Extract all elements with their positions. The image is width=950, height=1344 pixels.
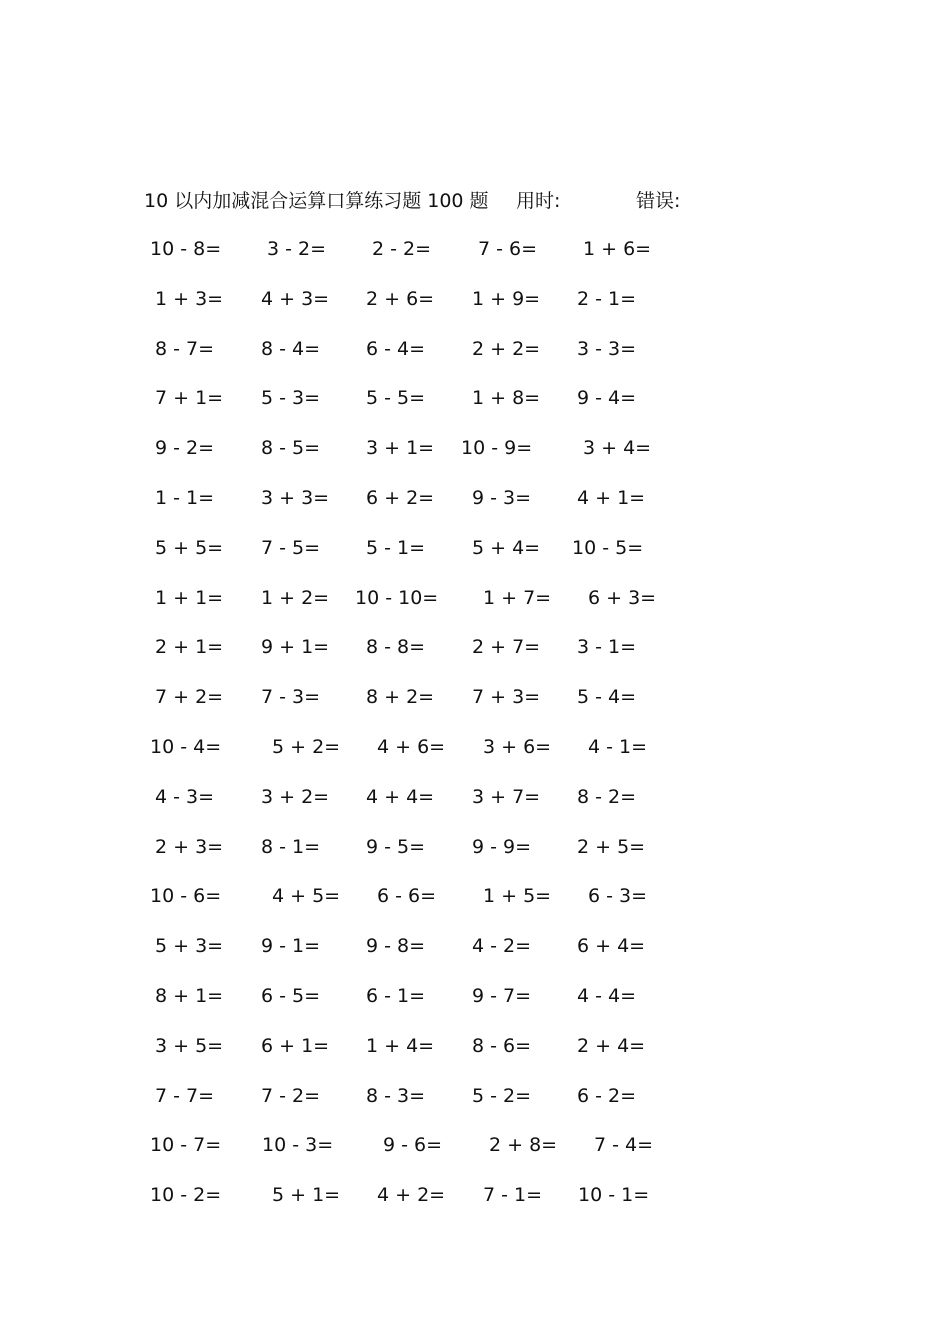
problem-item: 10 - 8= [150, 238, 222, 260]
problem-item: 5 + 5= [155, 536, 224, 559]
problem-item: 5 - 3= [261, 387, 321, 410]
problem-item: 3 + 4= [583, 437, 652, 460]
problem-item: 3 - 3= [577, 337, 637, 360]
problem-item: 7 - 2= [261, 1084, 321, 1107]
problem-row [0, 682, 950, 712]
problem-row [0, 234, 950, 264]
problem-item: 4 - 4= [577, 985, 637, 1007]
problem-item: 4 + 3= [261, 287, 330, 310]
problem-item: 7 - 5= [261, 536, 321, 559]
problem-item: 5 + 3= [155, 935, 224, 958]
problem-item: 6 + 4= [577, 935, 646, 958]
problem-item: 2 - 1= [577, 287, 637, 310]
problem-item: 1 + 9= [472, 287, 541, 310]
problem-item: 7 + 1= [155, 387, 224, 410]
problem-item: 5 - 4= [577, 686, 637, 709]
problem-row [0, 1180, 950, 1210]
problem-item: 5 - 5= [366, 387, 426, 410]
problem-item: 10 - 2= [150, 1184, 222, 1207]
problem-item: 1 + 6= [583, 238, 652, 260]
problem-item: 10 - 7= [150, 1134, 222, 1157]
problem-item: 6 + 2= [366, 487, 435, 509]
problem-item: 9 - 8= [366, 935, 426, 958]
problem-item: 9 - 2= [155, 437, 215, 460]
problem-item: 8 - 5= [261, 437, 321, 460]
problem-row [0, 433, 950, 463]
problem-item: 1 + 1= [155, 586, 224, 609]
problem-item: 6 + 3= [588, 586, 657, 609]
problem-item: 10 - 10= [355, 586, 439, 609]
problem-item: 2 + 4= [577, 1034, 646, 1057]
problem-item: 10 - 5= [572, 536, 644, 559]
problem-row [0, 334, 950, 364]
problem-item: 3 + 7= [472, 785, 541, 808]
problem-item: 2 + 6= [366, 287, 435, 310]
problem-item: 10 - 6= [150, 885, 222, 908]
problem-item: 5 + 2= [272, 736, 341, 758]
problem-item: 2 + 3= [155, 835, 224, 858]
problem-item: 4 + 6= [377, 736, 446, 758]
problem-item: 9 - 3= [472, 487, 532, 509]
problem-item: 2 + 7= [472, 636, 541, 659]
problem-item: 1 + 8= [472, 387, 541, 410]
problem-row [0, 632, 950, 662]
problem-row [0, 483, 950, 513]
problem-item: 8 - 2= [577, 785, 637, 808]
problem-item: 5 + 4= [472, 536, 541, 559]
problem-row [0, 782, 950, 812]
problem-row [0, 981, 950, 1011]
problem-item: 7 + 2= [155, 686, 224, 709]
problem-row [0, 583, 950, 613]
problem-item: 2 - 2= [372, 238, 432, 260]
problem-item: 9 + 1= [261, 636, 330, 659]
problem-item: 7 - 6= [478, 238, 538, 260]
problem-item: 10 - 4= [150, 736, 222, 758]
problem-item: 4 + 4= [366, 785, 435, 808]
problem-item: 6 - 3= [588, 885, 648, 908]
problem-item: 4 + 1= [577, 487, 646, 509]
problem-item: 9 - 4= [577, 387, 637, 410]
problem-item: 9 - 6= [383, 1134, 443, 1157]
problem-item: 2 + 2= [472, 337, 541, 360]
problem-item: 6 - 5= [261, 985, 321, 1007]
problem-item: 10 - 1= [578, 1184, 650, 1207]
problem-item: 3 + 6= [483, 736, 552, 758]
error-count-label: 错误: [636, 190, 681, 212]
problem-row [0, 832, 950, 862]
problem-item: 6 + 1= [261, 1034, 330, 1057]
problem-item: 5 - 1= [366, 536, 426, 559]
problem-item: 3 + 3= [261, 487, 330, 509]
problem-item: 1 + 7= [483, 586, 552, 609]
problem-item: 8 + 1= [155, 985, 224, 1007]
problem-item: 10 - 9= [461, 437, 533, 460]
problem-row [0, 931, 950, 961]
time-used-label: 用时: [516, 190, 561, 212]
problem-item: 7 + 3= [472, 686, 541, 709]
problem-item: 6 - 2= [577, 1084, 637, 1107]
problem-item: 6 - 4= [366, 337, 426, 360]
problem-item: 9 - 7= [472, 985, 532, 1007]
problem-item: 8 - 1= [261, 835, 321, 858]
problem-item: 1 + 5= [483, 885, 552, 908]
problem-item: 3 - 2= [267, 238, 327, 260]
problem-item: 3 + 2= [261, 785, 330, 808]
problem-item: 1 + 4= [366, 1034, 435, 1057]
problem-item: 5 - 2= [472, 1084, 532, 1107]
problem-row [0, 533, 950, 563]
problem-item: 2 + 1= [155, 636, 224, 659]
problem-row [0, 1031, 950, 1061]
problem-item: 3 - 1= [577, 636, 637, 659]
problem-item: 7 - 7= [155, 1084, 215, 1107]
problem-item: 4 + 2= [377, 1184, 446, 1207]
problem-item: 8 - 7= [155, 337, 215, 360]
problem-item: 8 - 3= [366, 1084, 426, 1107]
problem-row [0, 1130, 950, 1160]
problem-item: 7 - 4= [594, 1134, 654, 1157]
problem-item: 8 - 8= [366, 636, 426, 659]
problem-item: 6 - 1= [366, 985, 426, 1007]
problem-item: 2 + 8= [489, 1134, 558, 1157]
problem-item: 9 - 1= [261, 935, 321, 958]
problem-item: 3 + 5= [155, 1034, 224, 1057]
problem-row [0, 383, 950, 413]
problem-item: 9 - 9= [472, 835, 532, 858]
problem-item: 4 + 5= [272, 885, 341, 908]
worksheet-title: 10 以内加减混合运算口算练习题 100 题 [144, 190, 489, 212]
problem-item: 7 - 3= [261, 686, 321, 709]
problem-item: 8 - 4= [261, 337, 321, 360]
problem-item: 5 + 1= [272, 1184, 341, 1207]
problem-item: 3 + 1= [366, 437, 435, 460]
problem-item: 9 - 5= [366, 835, 426, 858]
problem-item: 10 - 3= [262, 1134, 334, 1157]
problem-item: 1 + 3= [155, 287, 224, 310]
problem-item: 6 - 6= [377, 885, 437, 908]
problem-item: 4 - 1= [588, 736, 648, 758]
problem-row [0, 732, 950, 762]
problem-item: 2 + 5= [577, 835, 646, 858]
problem-item: 8 + 2= [366, 686, 435, 709]
problem-item: 4 - 2= [472, 935, 532, 958]
problem-row [0, 1081, 950, 1111]
problem-item: 7 - 1= [483, 1184, 543, 1207]
problem-item: 8 - 6= [472, 1034, 532, 1057]
problem-item: 4 - 3= [155, 785, 215, 808]
problem-row [0, 284, 950, 314]
problem-row [0, 881, 950, 911]
problem-item: 1 - 1= [155, 487, 215, 509]
problem-item: 1 + 2= [261, 586, 330, 609]
